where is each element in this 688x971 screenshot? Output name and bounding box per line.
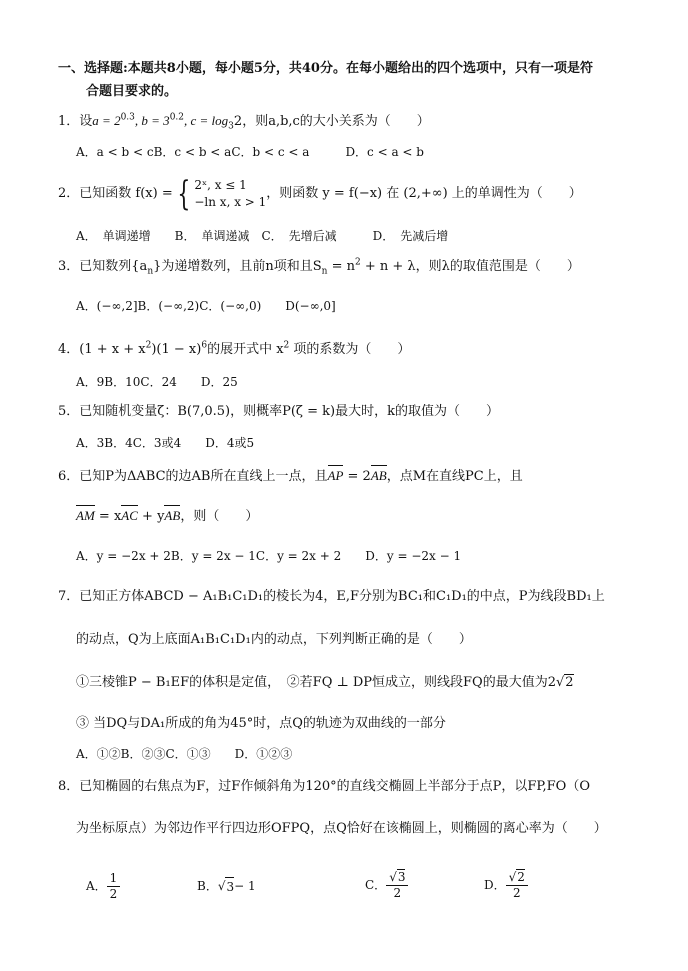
q7-statement-1-2	[76, 674, 574, 692]
q3-text-b: }为递增数列，且前n项和且S	[153, 259, 322, 274]
question-4	[58, 341, 410, 359]
q8-b-root: 3	[225, 877, 234, 896]
q5-number: 5．	[58, 404, 80, 419]
q2-brace: {	[177, 174, 191, 214]
q6-options: A．y = −2x + 2B．y = 2x − 1C．y = 2x + 2 D．y = −2x − 1	[76, 549, 462, 563]
q7-line-2: 的动点，Q为上底面A₁B₁C₁D₁内的动点，下列判断正确的是（ ）	[76, 632, 472, 647]
q4-sup-3: 2	[283, 340, 290, 351]
q1-c-arg: 2	[233, 114, 243, 129]
q7-statement-3: ③ 当DQ与DA₁所成的角为45°时，点Q的轨迹为双曲线的一部分	[76, 716, 446, 731]
vector-ab-2: AB	[164, 508, 181, 523]
q4-text-b: )(1 − x)	[151, 342, 202, 357]
q4-text-a: (1 + x + x	[79, 342, 146, 357]
q8-c-root: 3	[397, 869, 406, 884]
q3-options: A．(−∞,2]B．(−∞,2)C．(−∞,0) D(−∞,0]	[76, 299, 336, 313]
section-title: 一、选择题:本题共8小题，每小题5分，共40分。在每小题给出的四个选项中，只有一项是符	[58, 61, 593, 76]
q5-options: A．3B．4C．3或4 D．4或5	[76, 436, 255, 450]
section-title-cont: 合题目要求的。	[86, 84, 178, 99]
q4-sup-1: 2	[145, 340, 152, 351]
q8-line-1: 已知椭圆的右焦点为F，过F作倾斜角为120°的直线交椭圆上半部分于点P，以FP,FO（O	[79, 779, 590, 794]
q7-line-1: 已知正方体ABCD − A₁B₁C₁D₁的棱长为4，E,F分别为BC₁和C₁D₁的中点，P为线段BD₁上	[79, 589, 605, 604]
q8-c-den: 2	[393, 885, 402, 900]
q7-options: A．①②B．②③C．①③ D．①②③	[76, 747, 293, 761]
q3-sup-c: 2	[355, 257, 361, 268]
q8-d-root: 2	[517, 869, 525, 884]
vector-ab: AB	[370, 468, 387, 483]
q1-b: , b = 3	[134, 113, 170, 128]
q3-text-d: + n + λ，则λ的取值范围是（ ）	[360, 259, 580, 274]
question-5	[58, 403, 499, 421]
q1-c: , c = log	[184, 113, 229, 128]
q1-pre: 设	[79, 114, 93, 129]
q8-b-label: B．	[197, 879, 218, 893]
question-6-cont	[76, 507, 258, 526]
q1-options: A．a < b < cB．c < b < aC．b < c < a D．c < a < b	[76, 145, 424, 159]
question-6	[58, 467, 523, 486]
q2-pre: 已知函数 f(x) =	[79, 186, 173, 201]
q4-options: A．9B．10C．24 D．25	[76, 375, 238, 389]
q3-text-a: 已知数列{a	[79, 259, 148, 274]
q8-option-a	[86, 866, 120, 906]
fraction-sqrt3-over-2	[386, 870, 408, 901]
question-2	[58, 174, 582, 214]
q1-c-base: 3	[228, 121, 234, 132]
sqrt-icon: √	[508, 869, 517, 884]
vector-ap: AP	[327, 468, 344, 483]
q4-sup-2: 6	[201, 340, 208, 351]
fraction-sqrt2-over-2	[506, 870, 528, 901]
q2-piece-1: 2ˣ, x ≤ 1	[194, 178, 247, 192]
q1-a: a = 2	[92, 113, 121, 128]
q7-number: 7．	[58, 589, 80, 604]
q3-text-c: = n	[327, 259, 355, 274]
q3-sub-a: n	[147, 266, 154, 277]
q6-text-e: + y	[137, 509, 165, 524]
sqrt-icon: √	[555, 675, 565, 690]
q4-text-c: 的展开式中 x	[207, 342, 284, 357]
q2-piece-2: −ln x, x > 1	[194, 195, 267, 209]
q8-b-rest: − 1	[234, 879, 256, 893]
q8-d-num	[506, 870, 528, 886]
q4-number: 4．	[58, 342, 80, 357]
q1-a-exp: 0.3	[120, 112, 135, 123]
q7-s1-root: 2	[565, 675, 574, 690]
q2-post: ，则函数 y = f(−x) 在 (2,+∞) 上的单调性为（ ）	[266, 186, 582, 201]
q8-option-d	[484, 862, 528, 908]
q1-number: 1．	[58, 114, 80, 129]
vector-ac: AC	[121, 508, 138, 523]
q2-number: 2．	[58, 186, 80, 201]
question-8	[58, 778, 590, 796]
q8-option-b	[197, 866, 256, 906]
q8-a-label: A．	[86, 879, 107, 893]
q2-piecewise	[194, 177, 266, 211]
q8-a-den: 2	[109, 886, 118, 901]
q6-text-a: 已知P为ΔABC的边AB所在直线上一点，且	[79, 469, 328, 484]
fraction-one-half	[107, 871, 121, 902]
question-1	[58, 112, 430, 131]
q7-s1-text: ①三棱锥P − B₁EF的体积是定值， ②若FQ ⊥ DP恒成立，则线段FQ的最大值为2	[76, 675, 556, 690]
q3-sub-b: n	[321, 266, 328, 277]
q6-text-f: ，则（ ）	[180, 509, 259, 524]
q2-options: A． 单调递增 B． 单调递减 C． 先增后减 D． 先减后增	[76, 229, 449, 243]
q5-text: 已知随机变量ζ：B(7,0.5)，则概率P(ζ = k)最大时，k的取值为（ ）	[79, 404, 499, 419]
q6-text-d: = x	[94, 509, 122, 524]
q4-text-d: 项的系数为（ ）	[289, 342, 411, 357]
q6-text-c: ，点M在直线PC上，且	[386, 469, 523, 484]
q6-text-b: = 2	[343, 469, 371, 484]
question-7	[58, 588, 605, 606]
sqrt-icon: √	[389, 869, 397, 884]
q8-c-label: C．	[365, 878, 387, 892]
q8-option-c	[365, 862, 408, 908]
sqrt-icon: √	[217, 879, 226, 893]
question-3	[58, 258, 580, 276]
q8-number: 8．	[58, 779, 80, 794]
q3-number: 3．	[58, 259, 80, 274]
q8-line-2: 为坐标原点）为邻边作平行四边形OFPQ，点Q恰好在该椭圆上，则椭圆的离心率为（ ）	[76, 821, 607, 836]
q1-post: ，则a,b,c的大小关系为（ ）	[242, 114, 430, 129]
vector-am: AM	[76, 508, 95, 523]
q8-d-label: D．	[484, 878, 506, 892]
q8-a-num: 1	[107, 871, 121, 887]
q1-b-exp: 0.2	[169, 112, 185, 123]
q8-c-num	[386, 870, 408, 886]
q8-d-den: 2	[512, 885, 521, 900]
q6-number: 6．	[58, 469, 80, 484]
